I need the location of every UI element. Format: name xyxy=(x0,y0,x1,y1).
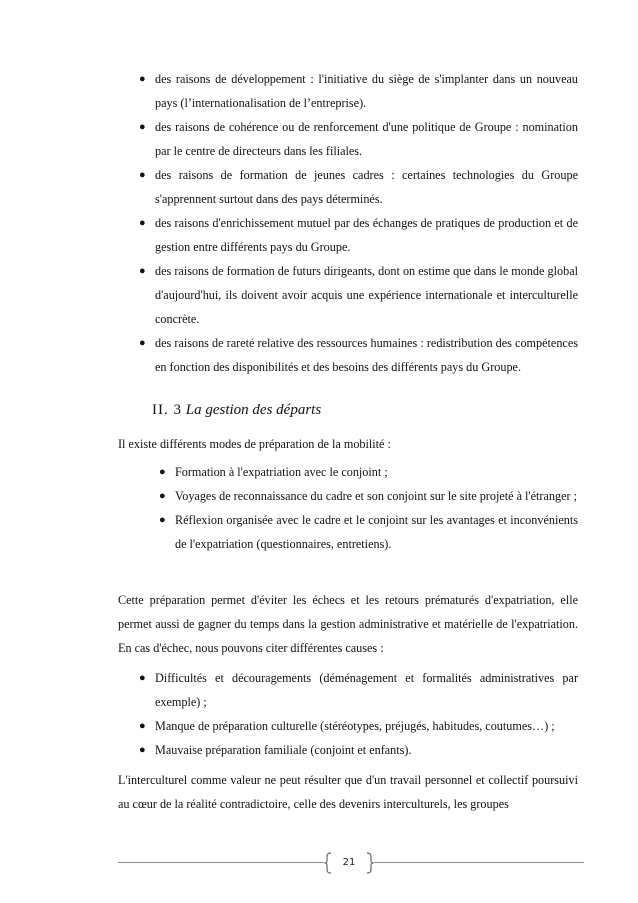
section-title: La gestion des départs xyxy=(185,402,322,418)
list-item: ● Formation à l'expatriation avec le conjoint ; xyxy=(118,460,578,484)
causes-list xyxy=(118,666,578,762)
bullet-icon: ● xyxy=(139,73,146,85)
intro-paragraph: Il existe différents modes de préparation de la mobilité : xyxy=(118,437,391,451)
reasons-list xyxy=(118,67,578,379)
page-number: 21 xyxy=(342,857,356,868)
list-item: ● des raisons de formation de jeunes cadres : certaines technologies du Groupe s'apprennent surtout dans des pays déterminés. xyxy=(118,163,578,211)
bullet-icon: ● xyxy=(139,121,146,133)
body-paragraph: Cette préparation permet d'éviter les échecs et les retours prématurés d'expatriation, elle permet aussi de gagner du temps dans la gestion administrative et matérielle de l'expatriation. En cas d'échec, nous pouvons citer différentes causes : xyxy=(118,593,578,655)
footer-rule-left xyxy=(118,862,324,863)
list-item: ● des raisons de formation de futurs dirigeants, dont on estime que dans le monde global d'aujourd'hui, ils doivent avoir acquis une expérience internationale et interculturelle concrète. xyxy=(118,259,578,331)
bullet-icon: ● xyxy=(139,337,146,349)
list-item: ● Réflexion organisée avec le cadre et le conjoint sur les avantages et inconvénients de l'expatriation (questionnaires, entretiens). xyxy=(118,508,578,556)
list-item: ● Mauvaise préparation familiale (conjoint et enfants). xyxy=(118,738,578,762)
bullet-icon: ● xyxy=(139,217,146,229)
list-item: ● des raisons de cohérence ou de renforcement d'une politique de Groupe : nomination par le centre de directeurs dans les filiales. xyxy=(118,115,578,163)
section-heading xyxy=(152,399,321,421)
list-item: ● Manque de préparation culturelle (stéréotypes, préjugés, habitudes, coutumes…) ; xyxy=(118,714,578,738)
list-item: ● Difficultés et découragements (déménagement et formalités administratives par exemple) ; xyxy=(118,666,578,714)
left-bracket-icon xyxy=(324,852,332,874)
bullet-icon: ● xyxy=(159,466,166,478)
body-paragraph: L'interculturel comme valeur ne peut résulter que d'un travail personnel et collectif poursuivi au cœur de la réalité contradictoire, celle des devenirs interculturels, les groupes xyxy=(118,773,578,811)
list-item: ● des raisons de rareté relative des ressources humaines : redistribution des compétences en fonction des disponibilités et des besoins des différents pays du Groupe. xyxy=(118,331,578,379)
bullet-icon: ● xyxy=(159,490,166,502)
list-item: ● des raisons de développement : l'initiative du siège de s'implanter dans un nouveau pays (l’internationalisation de l’entreprise). xyxy=(118,67,578,115)
right-bracket-icon xyxy=(366,852,374,874)
bullet-icon: ● xyxy=(139,720,146,732)
bullet-icon: ● xyxy=(139,672,146,684)
bullet-icon: ● xyxy=(139,265,146,277)
preparation-list xyxy=(118,460,578,556)
bullet-icon: ● xyxy=(139,169,146,181)
list-item: ● des raisons d'enrichissement mutuel par des échanges de pratiques de production et de gestion entre différents pays du Groupe. xyxy=(118,211,578,259)
section-number: II. 3 xyxy=(152,402,182,418)
footer-rule-right xyxy=(374,862,584,863)
bullet-icon: ● xyxy=(159,514,166,526)
bullet-icon: ● xyxy=(139,744,146,756)
list-item: ● Voyages de reconnaissance du cadre et son conjoint sur le site projeté à l'étranger ; xyxy=(118,484,578,508)
